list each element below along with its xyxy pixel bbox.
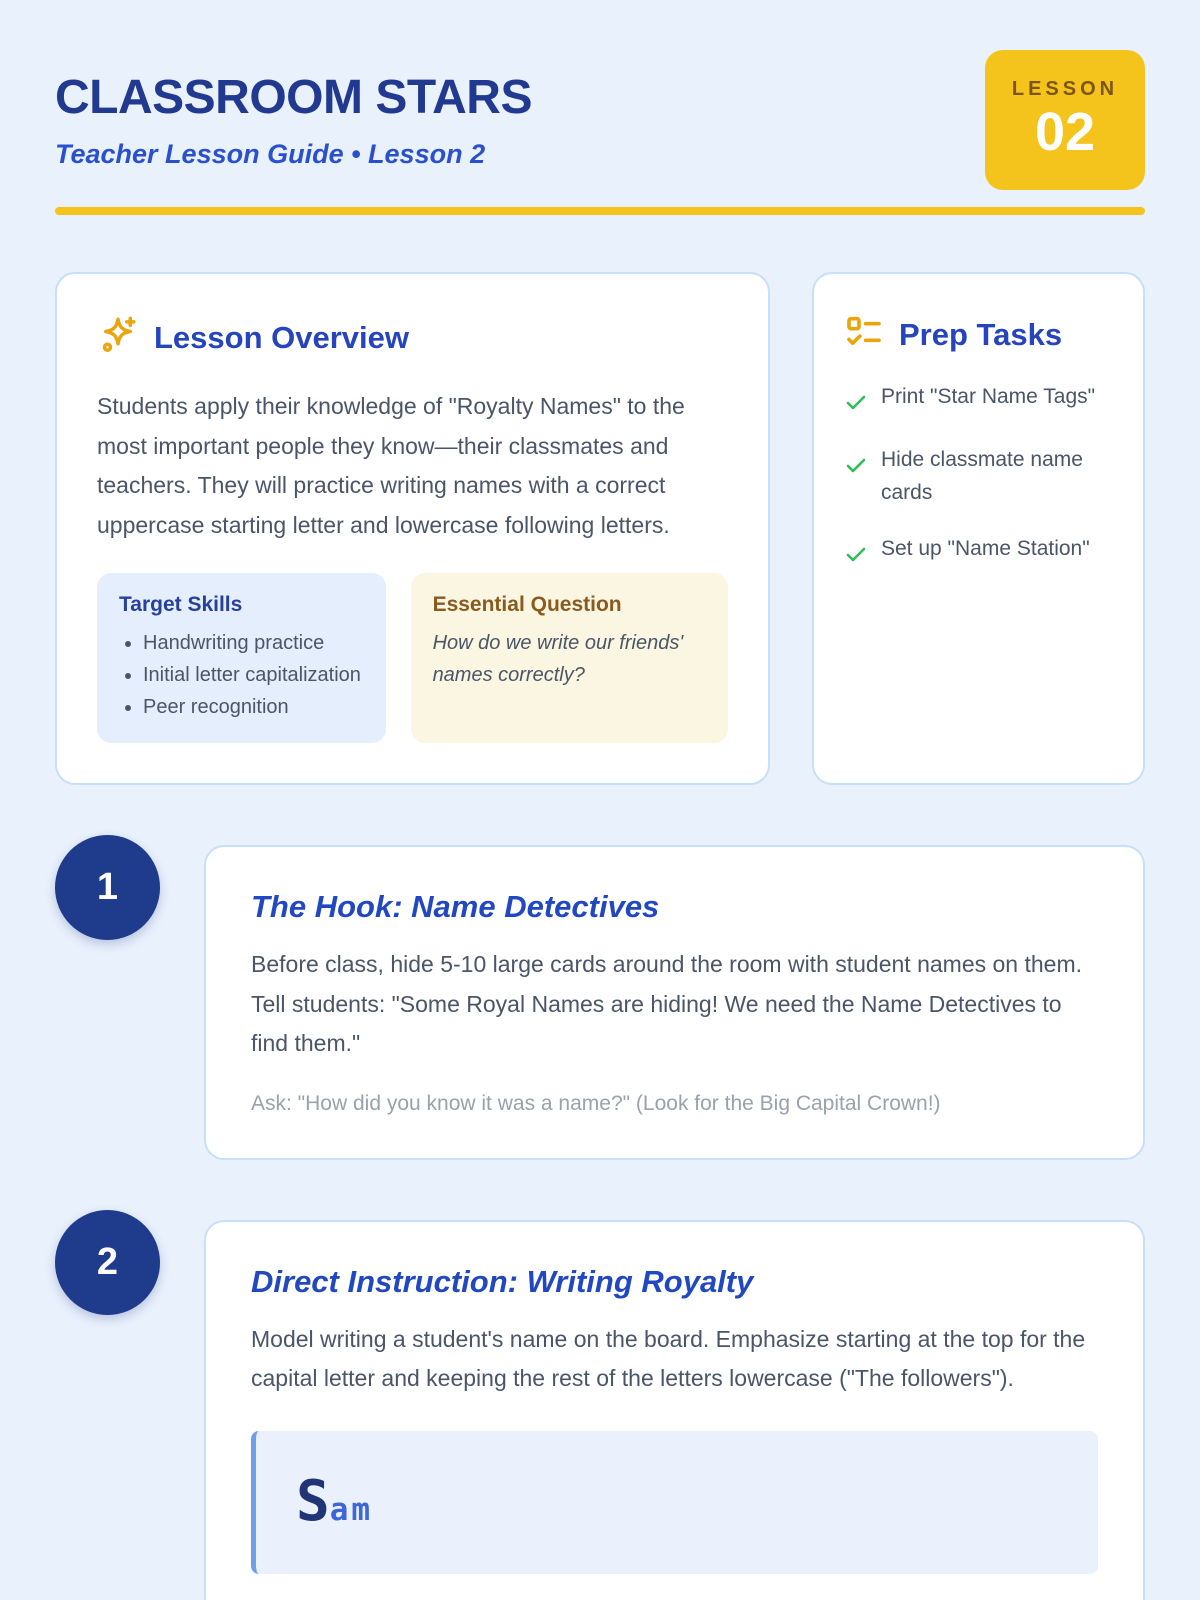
step-body: Before class, hide 5-10 large cards around the room with student names on them. Tell students: "Some Royal Names are hiding! We need the Name Detectives to find them." [251, 951, 1083, 1057]
sparkles-icon [97, 314, 139, 361]
name-writing-example [251, 1431, 1098, 1574]
step-number-badge: 2 [55, 1210, 160, 1315]
step-title: Direct Instruction: Writing Royalty [251, 1263, 754, 1299]
step-card-1 [204, 845, 1145, 1160]
target-skills-box [97, 573, 386, 743]
target-skills-list [143, 627, 364, 723]
step-number-badge: 1 [55, 835, 160, 940]
check-icon[interactable] [844, 543, 868, 572]
target-skill-item: • Initial letter capitalization [143, 659, 364, 691]
check-icon[interactable] [844, 454, 868, 483]
essential-question-box [411, 573, 728, 743]
prep-tasks-card [812, 272, 1145, 785]
prep-task-label: Print "Star Name Tags" [881, 385, 1096, 408]
step-body: Model writing a student's name on the board. Emphasize starting at the top for the capital letter and keeping the rest of the letters lowercase ("The followers"). [251, 1325, 1086, 1392]
prep-task-item [844, 533, 1113, 572]
header-titles [55, 52, 532, 170]
target-skills-title: Target Skills [119, 593, 243, 617]
page-subtitle: Teacher Lesson Guide • Lesson 2 [55, 139, 486, 170]
overview-title-row [97, 314, 728, 361]
step-card-2 [204, 1220, 1145, 1600]
example-capital-letter: S [296, 1468, 330, 1534]
overview-paragraph: Students apply their knowledge of "Royalty Names" to the most important people they know—their classmates and teachers. They will practice writing names with a correct uppercase starting letter and lowercase following letters. [97, 393, 685, 538]
lesson-badge-number: 02 [1034, 101, 1096, 162]
lesson-badge [985, 50, 1145, 190]
target-skill-item: • Handwriting practice [143, 627, 364, 659]
prep-title: Prep Tasks [899, 316, 1063, 352]
checklist-icon [844, 312, 884, 357]
essential-question-title: Essential Question [432, 593, 622, 617]
prep-task-item [844, 381, 1113, 420]
target-skill-item: • Peer recognition [143, 691, 364, 723]
overview-title: Lesson Overview [154, 319, 410, 355]
prep-title-row [844, 312, 1113, 357]
step-title: The Hook: Name Detectives [251, 889, 660, 925]
example-lowercase-letters: am [329, 1491, 374, 1528]
prep-task-label: Set up "Name Station" [881, 537, 1090, 561]
prep-task-list [844, 381, 1113, 572]
accent-divider [55, 207, 1145, 215]
overview-info-boxes [97, 573, 728, 743]
header [55, 52, 1145, 190]
step-section-1 [55, 845, 1145, 1160]
lesson-overview-card [55, 272, 770, 785]
check-icon[interactable] [844, 391, 868, 420]
prep-task-item [844, 444, 1113, 509]
prep-task-label: Hide classmate name cards [881, 448, 1083, 504]
step-section-2 [55, 1220, 1145, 1600]
lesson-badge-label: LESSON [1011, 77, 1119, 100]
top-cards-row [55, 272, 1145, 785]
page-title: CLASSROOM STARS [55, 71, 532, 124]
step-note: Ask: "How did you know it was a name?" (Look for the Big Capital Crown!) [251, 1091, 941, 1115]
essential-question-text: How do we write our friends' names correctly? [432, 632, 684, 687]
